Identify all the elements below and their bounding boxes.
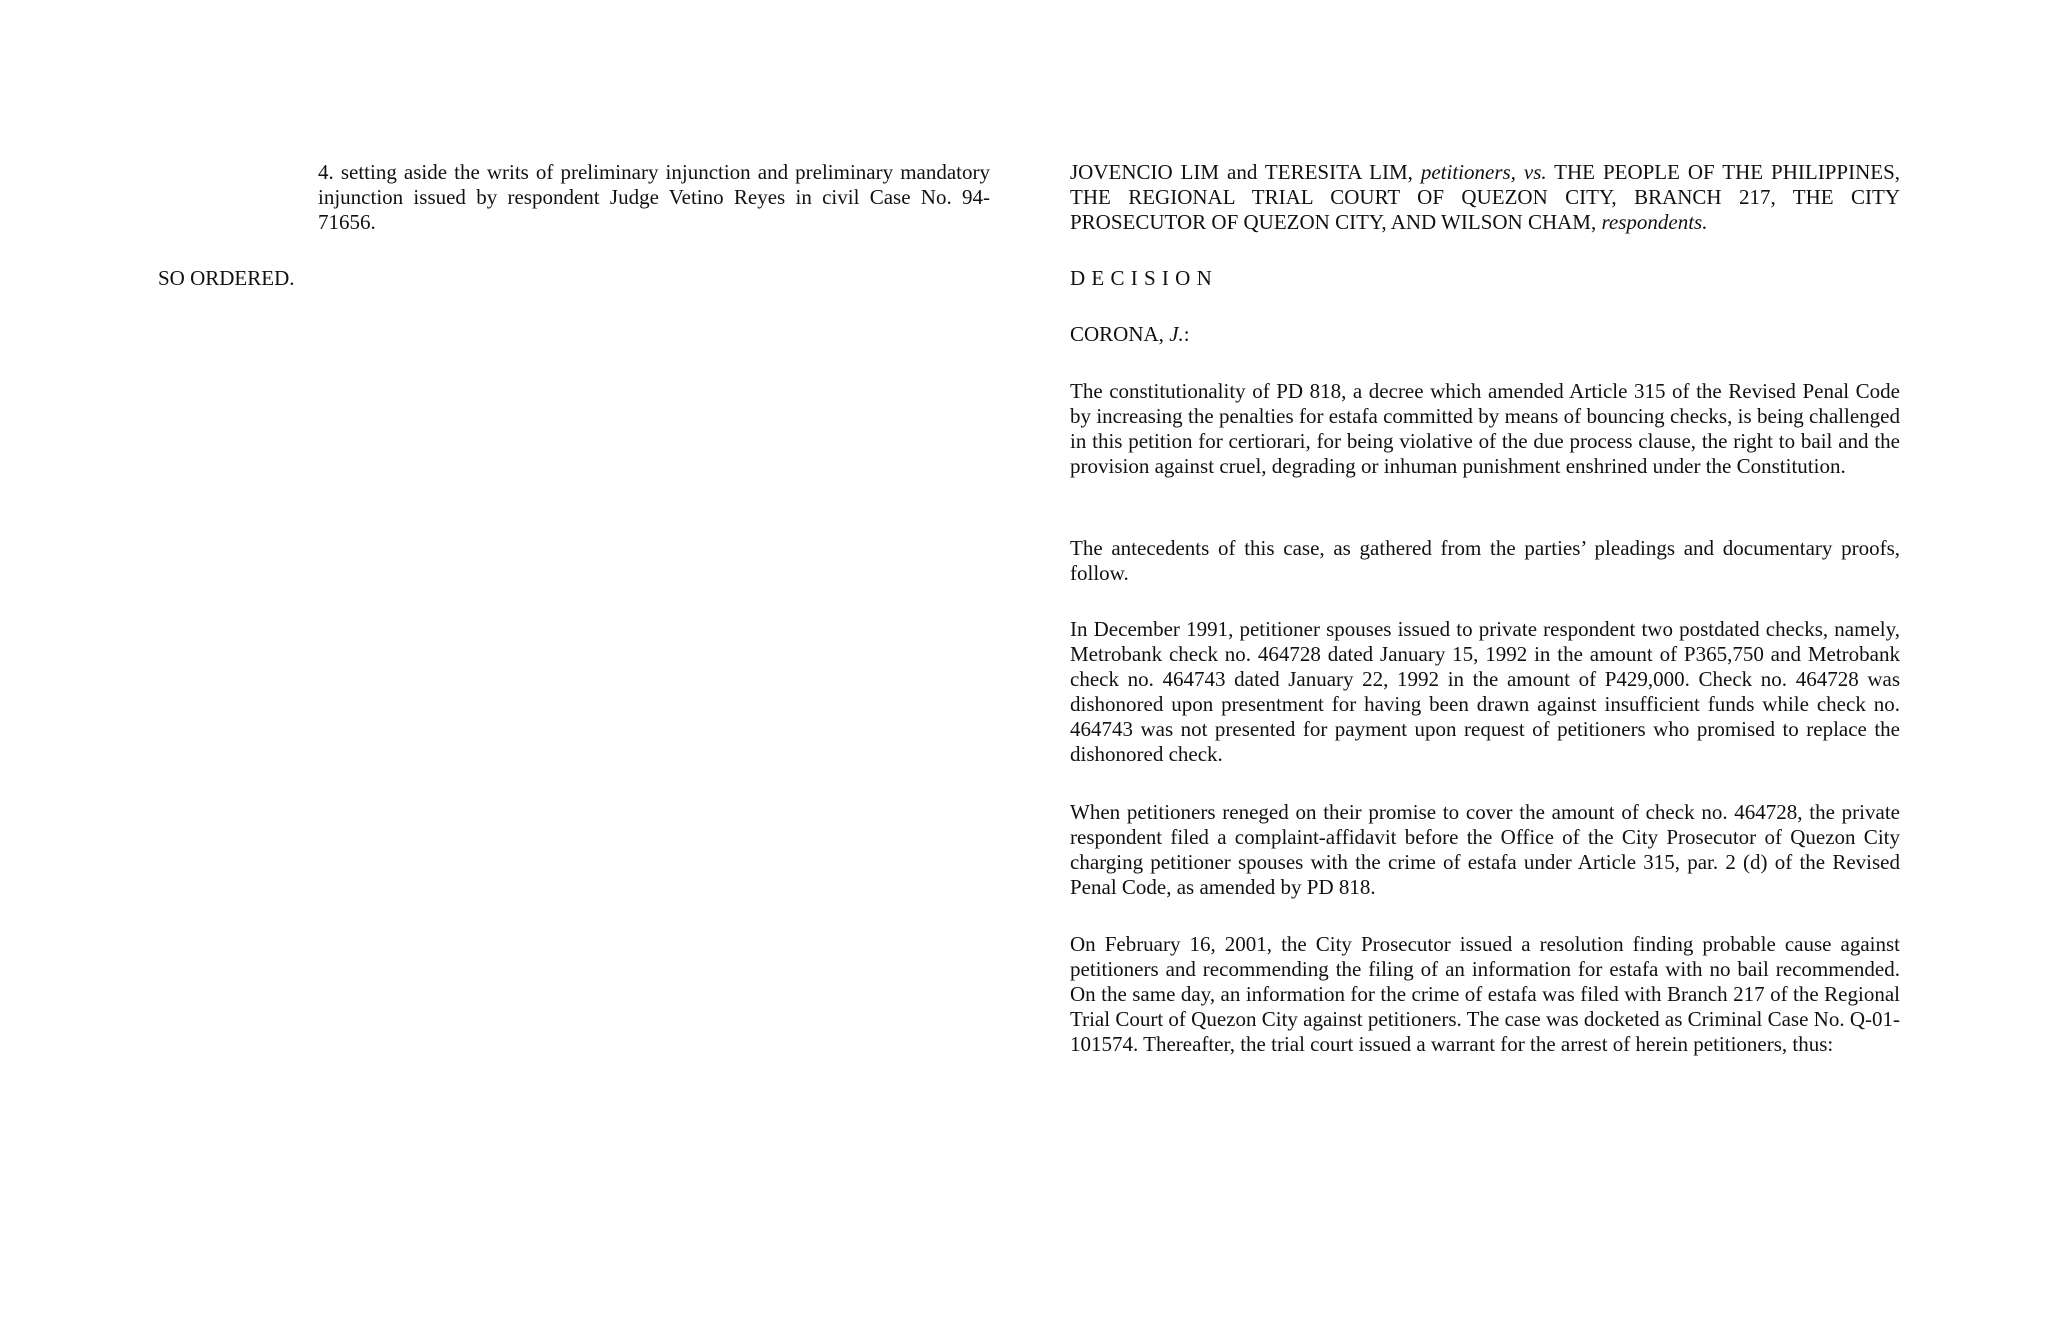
caption-petitioners-vs: petitioners, vs.	[1420, 160, 1547, 184]
so-ordered-text: SO ORDERED.	[158, 266, 295, 290]
ponente-name: CORONA,	[1070, 322, 1170, 346]
body-paragraph: When petitioners reneged on their promise to cover the amount of check no. 464728, the private respondent filed a complaint-affidavit before the Office of the City Prosecutor of Quezon City charging petitioner spouses with the crime of estafa under Article 315, par. 2 (d) of the Revised Penal Code, as amended by PD 818.	[1070, 800, 1900, 899]
ponente-line	[1070, 322, 1900, 347]
body-paragraph: The antecedents of this case, as gathered from the parties’ pleadings and documentary proofs, follow.	[1070, 536, 1900, 585]
body-paragraph: In December 1991, petitioner spouses issued to private respondent two postdated checks, namely, Metrobank check no. 464728 dated January 15, 1992 in the amount of P365,750 and Metrobank check no. 464743 dated January 22, 1992 in the amount of P429,000. Check no. 464728 was dishonored upon presentment for having been drawn against insufficient funds while check no. 464743 was not presented for payment upon request of petitioners who promised to replace the dishonored check.	[1070, 617, 1900, 766]
left-paragraph-item-4: 4. setting aside the writs of preliminary injunction and preliminary mandatory injunction issued by respondent Judge Vetino Reyes in civil Case No. 94-71656.	[318, 160, 990, 234]
caption-respondents-list: THE PEOPLE OF THE PHILIPPINES, THE REGIONAL TRIAL COURT OF QUEZON CITY, BRANCH 217, THE CITY PROSECUTOR OF QUEZON CITY, AND WILSON CHAM,	[1070, 160, 1900, 234]
caption-respondents-label: respondents.	[1601, 210, 1708, 234]
case-caption	[1070, 160, 1900, 235]
ponente-suffix: :	[1183, 322, 1190, 346]
body-paragraph: On February 16, 2001, the City Prosecutor issued a resolution finding probable cause against petitioners and recommending the filing of an information for estafa with no bail recommended. On the same day, an information for the crime of estafa was filed with Branch 217 of the Regional Trial Court of Quezon City against petitioners. The case was docketed as Criminal Case No. Q-01-101574. Thereafter, the trial court issued a warrant for the arrest of herein petitioners, thus:	[1070, 932, 1900, 1056]
body-paragraph: The constitutionality of PD 818, a decree which amended Article 315 of the Revised Penal Code by increasing the penalties for estafa committed by means of bouncing checks, is being challenged in this petition for certiorari, for being violative of the due process clause, the right to bail and the provision against cruel, degrading or inhuman punishment enshrined under the Constitution.	[1070, 379, 1900, 478]
decision-heading: D E C I S I O N	[1070, 266, 1213, 290]
ponente-title: J.	[1169, 322, 1184, 346]
caption-parties: JOVENCIO LIM and TERESITA LIM,	[1070, 160, 1421, 184]
